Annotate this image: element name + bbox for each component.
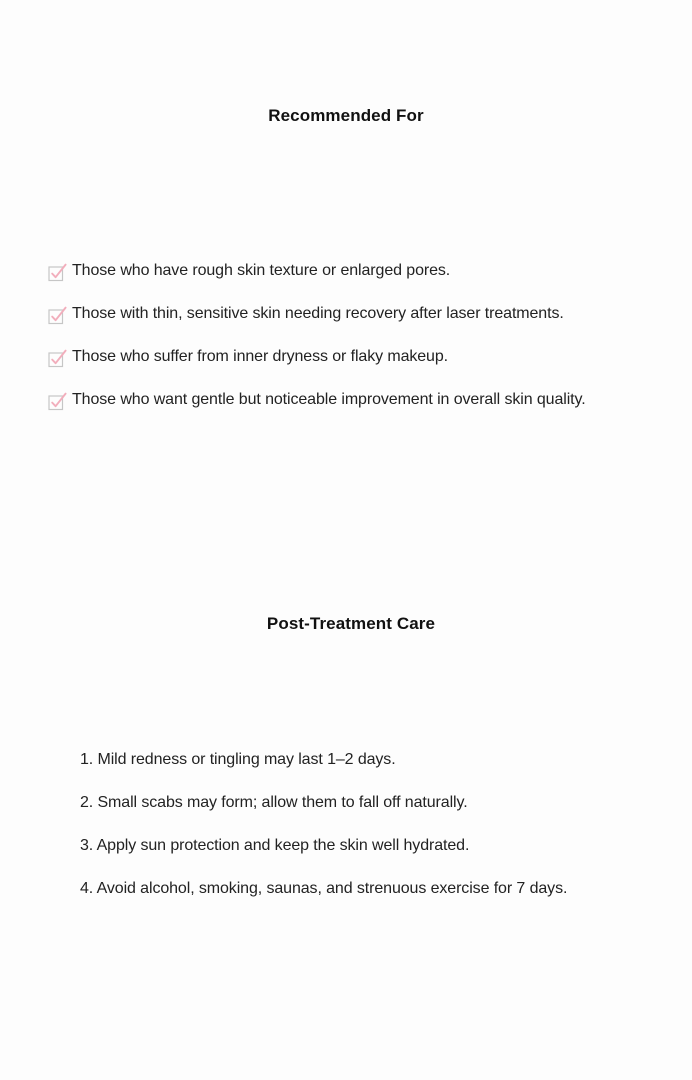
checked-checkbox-icon [48, 305, 67, 325]
list-item-text: Those who want gentle but noticeable improvement in overall skin quality. [72, 391, 586, 408]
list-item [48, 302, 586, 326]
list-item: 3. Apply sun protection and keep the skin well hydrated. [80, 837, 470, 854]
recommended-for-list [48, 259, 586, 431]
list-item [48, 345, 586, 369]
list-item [48, 388, 586, 412]
post-treatment-care-list [80, 748, 567, 920]
list-item: 2. Small scabs may form; allow them to fall off naturally. [80, 794, 468, 811]
recommended-for-title: Recommended For [268, 106, 424, 125]
list-item: 4. Avoid alcohol, smoking, saunas, and strenuous exercise for 7 days. [80, 880, 568, 897]
checked-checkbox-icon [48, 391, 67, 411]
checked-checkbox-icon [48, 262, 67, 282]
post-treatment-care-title: Post-Treatment Care [266, 614, 436, 633]
list-item: 1. Mild redness or tingling may last 1–2 days. [80, 751, 396, 768]
list-item-text: Those who have rough skin texture or enlarged pores. [72, 262, 451, 279]
list-item-text: Those who suffer from inner dryness or flaky makeup. [72, 348, 449, 365]
list-item [48, 259, 586, 283]
list-item-text: Those with thin, sensitive skin needing recovery after laser treatments. [72, 305, 564, 322]
checked-checkbox-icon [48, 348, 67, 368]
